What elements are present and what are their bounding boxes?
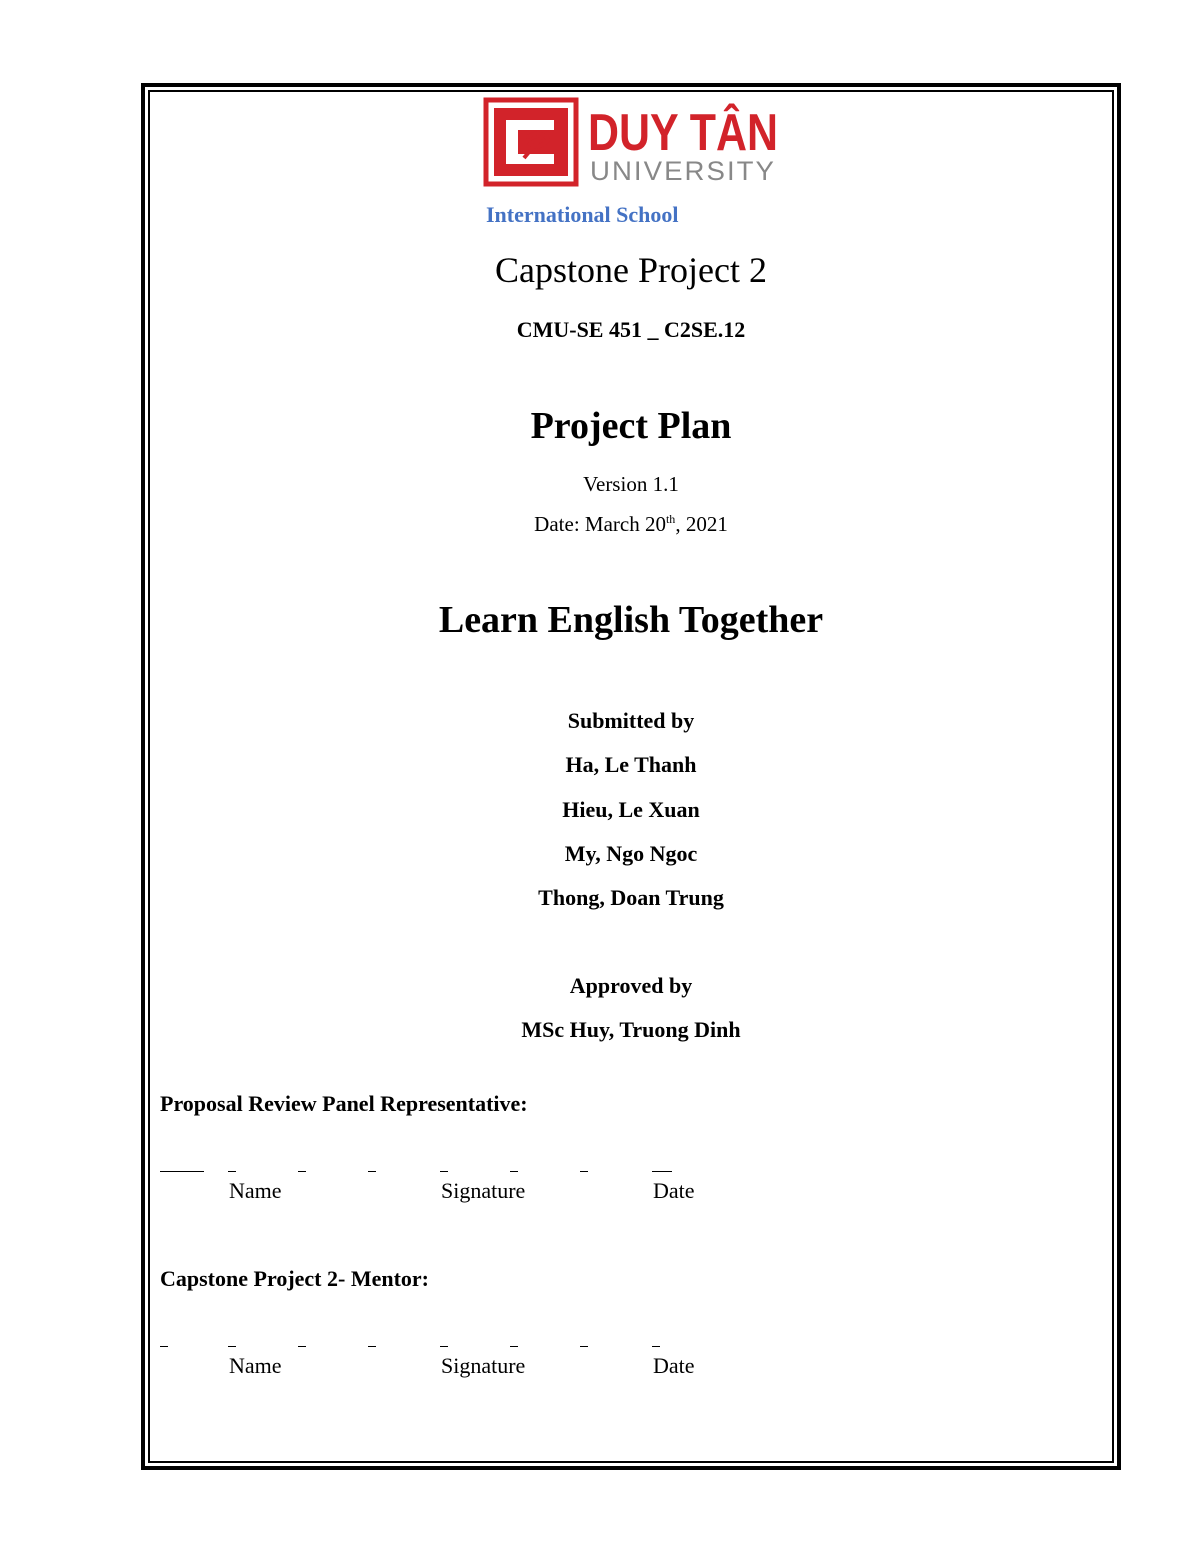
approver-name: MSc Huy, Truong Dinh xyxy=(521,1017,741,1042)
signature-line xyxy=(510,1171,518,1172)
panel-heading: Proposal Review Panel Representative: xyxy=(160,1091,528,1116)
signature-label: Signature xyxy=(441,1178,526,1203)
signature-line xyxy=(368,1346,376,1347)
signature-line xyxy=(368,1171,376,1172)
signature-line xyxy=(298,1346,306,1347)
svg-text:UNIVERSITY: UNIVERSITY xyxy=(590,156,776,186)
signature-line xyxy=(510,1346,518,1347)
signature-line xyxy=(580,1346,588,1347)
member-name: Hieu, Le Xuan xyxy=(562,797,700,822)
document-date: Date: March 20th, 2021 xyxy=(534,512,728,536)
member-name: My, Ngo Ngoc xyxy=(564,841,698,866)
date-label: Date xyxy=(653,1178,695,1203)
name-label: Name xyxy=(229,1178,282,1203)
course-title: Capstone Project 2 xyxy=(495,250,767,290)
signature-line xyxy=(298,1171,306,1172)
svg-text:DUY TÂN: DUY TÂN xyxy=(588,104,819,162)
school-name: International School xyxy=(486,202,679,227)
submitted-by-label: Submitted by xyxy=(567,708,695,733)
project-name: Learn English Together xyxy=(438,599,824,641)
version-label: Version 1.1 xyxy=(583,472,679,496)
signature-line xyxy=(440,1171,448,1172)
mentor-signature-row xyxy=(0,1343,1200,1383)
document-title: Project Plan xyxy=(530,405,732,447)
member-name: Ha, Le Thanh xyxy=(565,752,697,777)
signature-line xyxy=(228,1171,236,1172)
panel-signature-row xyxy=(0,1168,1200,1208)
signature-line xyxy=(160,1346,168,1347)
date-label: Date xyxy=(653,1353,695,1378)
signature-line xyxy=(160,1171,204,1172)
course-code: CMU-SE 451 _ C2SE.12 xyxy=(516,317,746,342)
university-logo xyxy=(484,98,819,186)
signature-line xyxy=(228,1346,236,1347)
signature-line xyxy=(580,1171,588,1172)
approved-by-label: Approved by xyxy=(569,973,693,998)
signature-line xyxy=(652,1346,660,1347)
name-label: Name xyxy=(229,1353,282,1378)
member-name: Thong, Doan Trung xyxy=(538,885,724,910)
signature-line xyxy=(652,1171,672,1172)
signature-line xyxy=(440,1346,448,1347)
signature-label: Signature xyxy=(441,1353,526,1378)
mentor-heading: Capstone Project 2- Mentor: xyxy=(160,1266,430,1291)
